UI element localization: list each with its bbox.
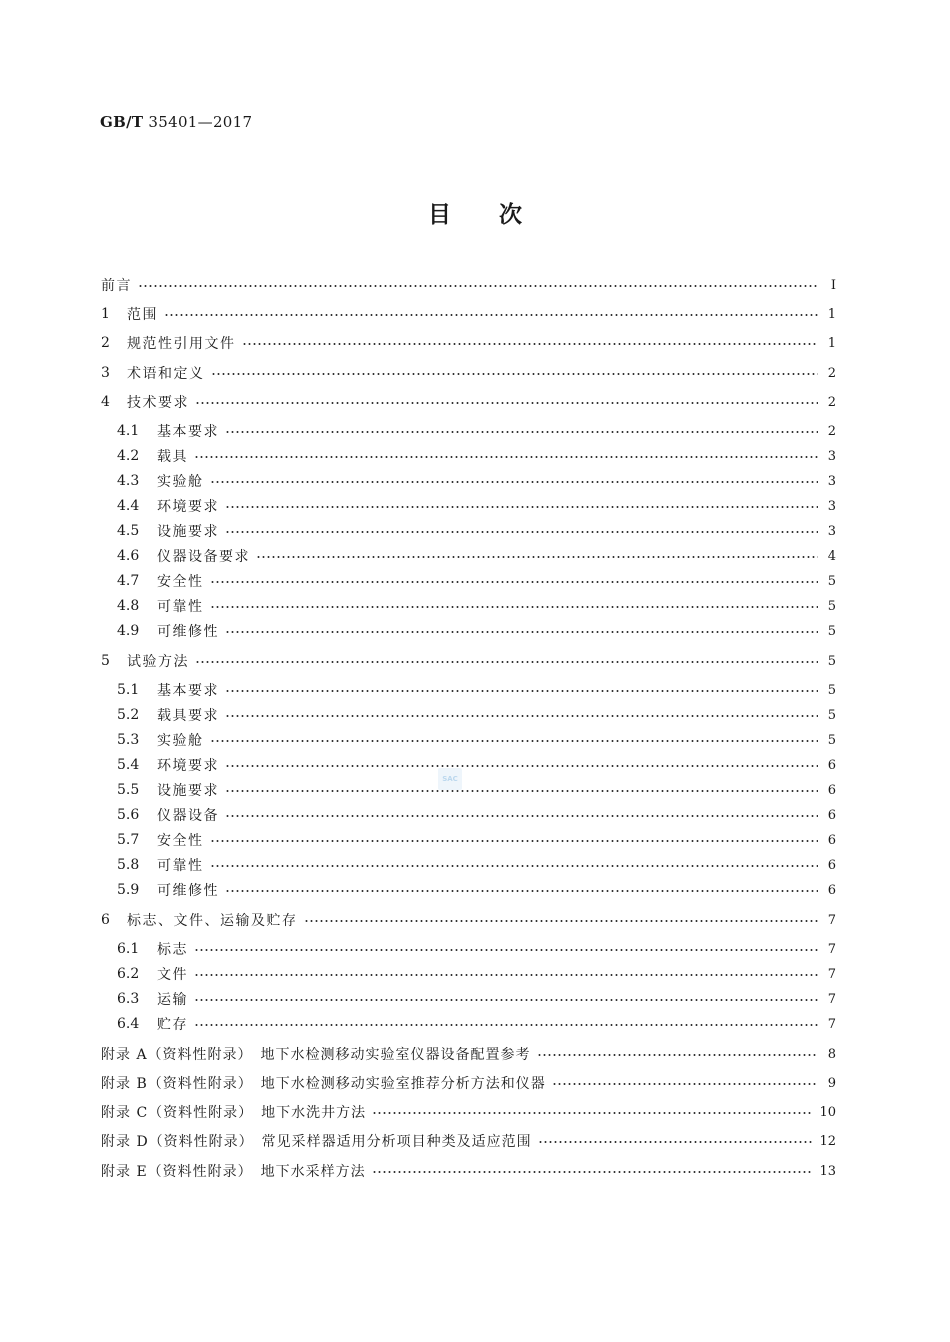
toc-entry-label: 可维修性 [157, 624, 219, 640]
toc-entry-page: 2 [827, 423, 836, 439]
toc-entry-label: 附录 E（资料性附录） 地下水采样方法 [101, 1164, 366, 1180]
toc-dot-leader [194, 999, 818, 1001]
toc-entry-number: 4.6 [117, 548, 140, 564]
toc-entry-number: 6.2 [117, 966, 140, 982]
toc-entry-label: 标志 [157, 942, 188, 958]
toc-entry-label: 实验舱 [157, 733, 204, 749]
toc-entry-page: 6 [827, 857, 836, 873]
toc-entry-number: 4.4 [117, 498, 140, 514]
toc-entry[interactable] [117, 520, 836, 542]
toc-entry-number: 5.3 [117, 732, 140, 748]
toc-entry[interactable] [117, 754, 836, 776]
toc-entry-number: 6 [101, 912, 110, 928]
toc-entry[interactable] [101, 650, 836, 672]
toc-entry-label: 附录 A（资料性附录） 地下水检测移动实验室仪器设备配置参考 [101, 1047, 531, 1063]
toc-entry-label: 可靠性 [157, 858, 204, 874]
toc-entry-number: 5 [101, 653, 110, 669]
toc-entry[interactable] [101, 1043, 836, 1065]
toc-entry-label: 仪器设备 [157, 808, 219, 824]
toc-entry-page: 3 [827, 523, 836, 539]
toc-entry-label: 设施要求 [157, 524, 219, 540]
toc-entry[interactable] [117, 988, 836, 1010]
toc-entry-label: 附录 C（资料性附录） 地下水洗井方法 [101, 1105, 367, 1121]
toc-entry-page: 6 [827, 832, 836, 848]
toc-entry[interactable] [117, 729, 836, 751]
toc-entry[interactable] [117, 570, 836, 592]
toc-entry-page: 2 [827, 394, 836, 410]
toc-entry-label: 前言 [101, 278, 132, 294]
toc-dot-leader [210, 481, 819, 483]
toc-entry-number: 2 [101, 335, 110, 351]
toc-entry[interactable] [117, 595, 836, 617]
toc-dot-leader [225, 506, 818, 508]
toc-entry-number: 6.1 [117, 941, 140, 957]
toc-entry-label: 运输 [157, 992, 188, 1008]
toc-entry-page: 6 [827, 782, 836, 798]
toc-entry-label: 环境要求 [157, 758, 219, 774]
toc-entry-label: 仪器设备要求 [157, 549, 250, 565]
toc-entry-label: 可靠性 [157, 599, 204, 615]
toc-dot-leader [552, 1083, 818, 1085]
toc-dot-leader [211, 373, 819, 375]
toc-entry-number: 4.9 [117, 623, 140, 639]
toc-entry-page: 12 [819, 1133, 836, 1149]
toc-entry[interactable] [117, 938, 836, 960]
toc-entry-number: 5.1 [117, 682, 140, 698]
toc-dot-leader [225, 715, 818, 717]
toc-entry[interactable] [117, 620, 836, 642]
toc-dot-leader [138, 285, 818, 287]
toc-entry-label: 范围 [127, 307, 158, 323]
toc-entry-page: 6 [827, 807, 836, 823]
toc-entry-page: 5 [827, 573, 836, 589]
toc-entry-label: 贮存 [157, 1017, 188, 1033]
toc-entry[interactable] [101, 1101, 836, 1123]
toc-entry[interactable] [117, 854, 836, 876]
toc-entry-page: 3 [827, 473, 836, 489]
toc-entry-number: 4.2 [117, 448, 140, 464]
toc-entry-number: 5.7 [117, 832, 140, 848]
toc-entry-page: 7 [827, 941, 836, 957]
toc-dot-leader [210, 740, 819, 742]
toc-entry-number: 4.5 [117, 523, 140, 539]
toc-dot-leader [210, 606, 819, 608]
toc-dot-leader [538, 1141, 814, 1143]
toc-entry-page: 6 [827, 882, 836, 898]
toc-dot-leader [210, 581, 819, 583]
toc-entry-label: 基本要求 [157, 683, 219, 699]
toc-entry-number: 5.8 [117, 857, 140, 873]
toc-entry-page: 5 [827, 598, 836, 614]
toc-entry[interactable] [117, 1013, 836, 1035]
toc-entry-page: 5 [827, 682, 836, 698]
toc-entry-number: 5.4 [117, 757, 140, 773]
toc-entry[interactable] [101, 1160, 836, 1182]
toc-entry-label: 实验舱 [157, 474, 204, 490]
toc-entry-number: 5.5 [117, 782, 140, 798]
toc-dot-leader [194, 456, 818, 458]
toc-dot-leader [194, 974, 818, 976]
toc-dot-leader [225, 890, 818, 892]
toc-entry-number: 6.3 [117, 991, 140, 1007]
toc-dot-leader [537, 1054, 818, 1056]
standard-number: 35401—2017 [148, 113, 253, 131]
toc-entry-label: 附录 B（资料性附录） 地下水检测移动实验室推荐分析方法和仪器 [101, 1076, 546, 1092]
toc-entry-number: 4.8 [117, 598, 140, 614]
toc-dot-leader [225, 790, 818, 792]
toc-dot-leader [194, 949, 818, 951]
toc-entry-number: 4.1 [117, 423, 140, 439]
toc-entry-label: 试验方法 [127, 654, 189, 670]
toc-entry-page: 7 [827, 1016, 836, 1032]
toc-dot-leader [256, 556, 818, 558]
toc-entry[interactable] [101, 332, 836, 354]
toc-entry-page: 3 [827, 448, 836, 464]
toc-entry-label: 附录 D（资料性附录） 常见采样器适用分析项目种类及适应范围 [101, 1134, 532, 1150]
toc-entry-page: 10 [819, 1104, 836, 1120]
toc-dot-leader [195, 402, 818, 404]
toc-dot-leader [225, 431, 818, 433]
toc-dot-leader [194, 1024, 818, 1026]
toc-entry[interactable] [117, 829, 836, 851]
toc-dot-leader [210, 865, 819, 867]
toc-entry[interactable] [101, 1130, 836, 1152]
toc-entry-label: 基本要求 [157, 424, 219, 440]
toc-dot-leader [242, 343, 819, 345]
toc-entry-page: 6 [827, 757, 836, 773]
standard-prefix: GB/T [100, 113, 144, 131]
toc-entry-page: 4 [827, 548, 836, 564]
toc-entry-number: 4 [101, 394, 110, 410]
toc-entry-label: 可维修性 [157, 883, 219, 899]
toc-entry-number: 4.7 [117, 573, 140, 589]
toc-entry[interactable] [101, 1072, 836, 1094]
toc-entry-number: 1 [101, 306, 110, 322]
toc-entry-page: 5 [827, 653, 836, 669]
toc-entry[interactable] [101, 909, 836, 931]
toc-dot-leader [225, 531, 818, 533]
toc-entry-label: 规范性引用文件 [127, 336, 236, 352]
toc-dot-leader [304, 920, 819, 922]
page-title: 目次 [428, 202, 570, 228]
toc-entry[interactable] [117, 963, 836, 985]
toc-entry-label: 环境要求 [157, 499, 219, 515]
toc-entry-number: 3 [101, 365, 110, 381]
toc-entry[interactable] [117, 779, 836, 801]
toc-entry[interactable] [101, 303, 836, 325]
toc-entry[interactable] [117, 704, 836, 726]
toc-entry[interactable] [117, 470, 836, 492]
toc-entry[interactable] [117, 679, 836, 701]
toc-dot-leader [210, 840, 819, 842]
toc-entry-label: 技术要求 [127, 395, 189, 411]
toc-entry-number: 6.4 [117, 1016, 140, 1032]
toc-entry-page: 8 [827, 1046, 836, 1062]
toc-entry-number: 4.3 [117, 473, 140, 489]
toc-entry-page: 7 [827, 991, 836, 1007]
toc-entry-page: 7 [827, 966, 836, 982]
toc-entry-number: 5.2 [117, 707, 140, 723]
toc-dot-leader [225, 690, 818, 692]
toc-entry-page: 5 [827, 732, 836, 748]
toc-dot-leader [225, 765, 818, 767]
toc-entry-page: 9 [827, 1075, 836, 1091]
toc-dot-leader [195, 661, 818, 663]
toc-entry[interactable] [117, 495, 836, 517]
toc-entry-number: 5.9 [117, 882, 140, 898]
toc-entry-label: 设施要求 [157, 783, 219, 799]
toc-entry-label: 文件 [157, 967, 188, 983]
toc-entry-label: 安全性 [157, 833, 204, 849]
toc-entry-page: 7 [827, 912, 836, 928]
toc-entry-page: 3 [827, 498, 836, 514]
toc-entry-page: 2 [827, 365, 836, 381]
toc-entry[interactable] [117, 420, 836, 442]
toc-entry[interactable] [117, 545, 836, 567]
toc-entry-page: 5 [827, 623, 836, 639]
toc-dot-leader [372, 1171, 814, 1173]
toc-entry-page: 5 [827, 707, 836, 723]
toc-entry-page: 1 [827, 306, 836, 322]
toc-entry[interactable] [101, 391, 836, 413]
toc-entry-label: 术语和定义 [127, 366, 205, 382]
toc-entry-number: 5.6 [117, 807, 140, 823]
toc-dot-leader [225, 631, 818, 633]
toc-entry[interactable] [117, 804, 836, 826]
toc-entry-page: 13 [819, 1163, 836, 1179]
toc-dot-leader [372, 1112, 813, 1114]
toc-entry[interactable] [117, 879, 836, 901]
toc-entry[interactable] [101, 362, 836, 384]
watermark-logo: SAC [438, 768, 462, 790]
toc-entry[interactable] [117, 445, 836, 467]
toc-entry-label: 载具 [157, 449, 188, 465]
toc-entry-page: 1 [827, 335, 836, 351]
toc-entry-label: 标志、文件、运输及贮存 [127, 913, 298, 929]
toc-entry-label: 安全性 [157, 574, 204, 590]
toc-dot-leader [164, 314, 818, 316]
toc-entry[interactable] [101, 274, 836, 296]
toc-dot-leader [225, 815, 818, 817]
toc-entry-label: 载具要求 [157, 708, 219, 724]
toc-entry-page: Ⅰ [830, 277, 836, 293]
